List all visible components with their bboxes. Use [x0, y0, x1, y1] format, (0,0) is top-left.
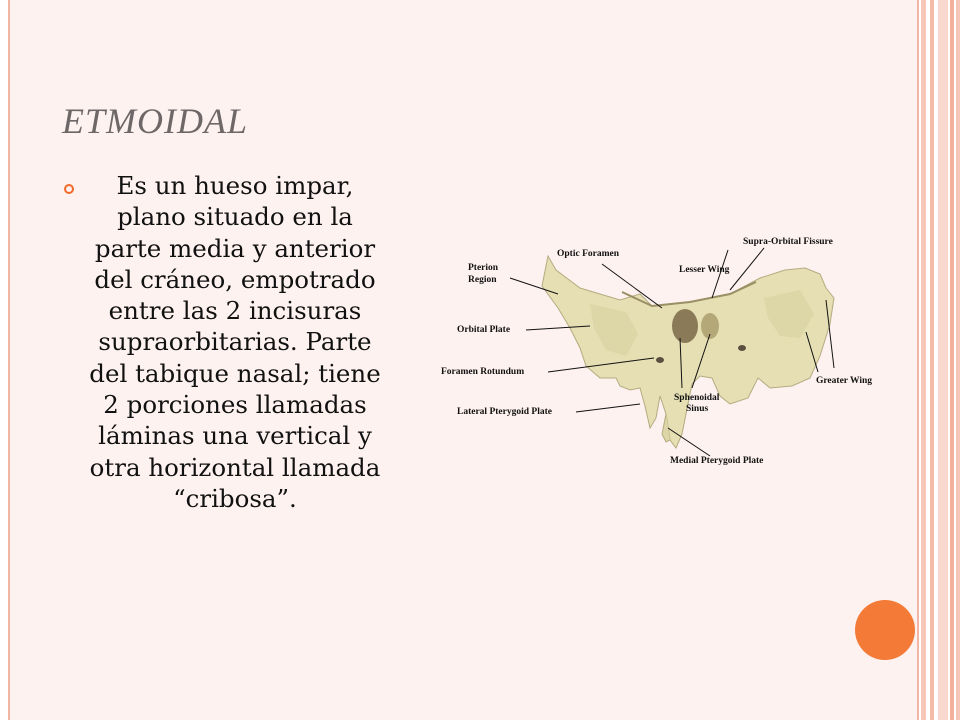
label-pterion: Pterion — [468, 263, 499, 273]
slide-title: ETMOIDAL — [62, 101, 248, 141]
label-sinus: Sinus — [686, 404, 709, 414]
label-lesser-wing: Lesser Wing — [679, 265, 730, 275]
right-decorative-bands — [919, 0, 960, 720]
sphenoid-bone-image — [430, 228, 900, 478]
label-greater-wing: Greater Wing — [816, 376, 873, 386]
sphenoid-bone-diagram — [430, 228, 900, 478]
band-stripe — [921, 0, 926, 720]
label-foramen-rotundum: Foramen Rotundum — [441, 367, 525, 377]
label-supra-orbital-fissure: Supra-Orbital Fissure — [743, 237, 833, 247]
label-medial-pterygoid-plate: Medial Pterygoid Plate — [670, 456, 764, 466]
decorative-orange-circle — [855, 600, 915, 660]
band-stripe — [930, 0, 934, 720]
label-orbital-plate: Orbital Plate — [457, 325, 511, 335]
bone-illustration — [542, 256, 834, 448]
label-lateral-pterygoid-plate: Lateral Pterygoid Plate — [457, 407, 552, 417]
label-sphenoidal: Sphenoidal — [674, 393, 720, 403]
bullet-icon — [64, 184, 74, 194]
label-optic-foramen: Optic Foramen — [557, 249, 620, 259]
bullet-text: Es un hueso impar, plano situado en la parte media y anterior del cráneo, empotrado entre las 2 incisuras supraorbitarias. Parte del tabique nasal; tiene 2 porciones llamadas láminas una vertical y otra horizontal llamada “cribosa”. — [89, 171, 381, 513]
label-region: Region — [468, 275, 497, 285]
band-stripe — [956, 0, 960, 720]
band-stripe — [950, 0, 954, 720]
band-stripe — [938, 0, 948, 720]
